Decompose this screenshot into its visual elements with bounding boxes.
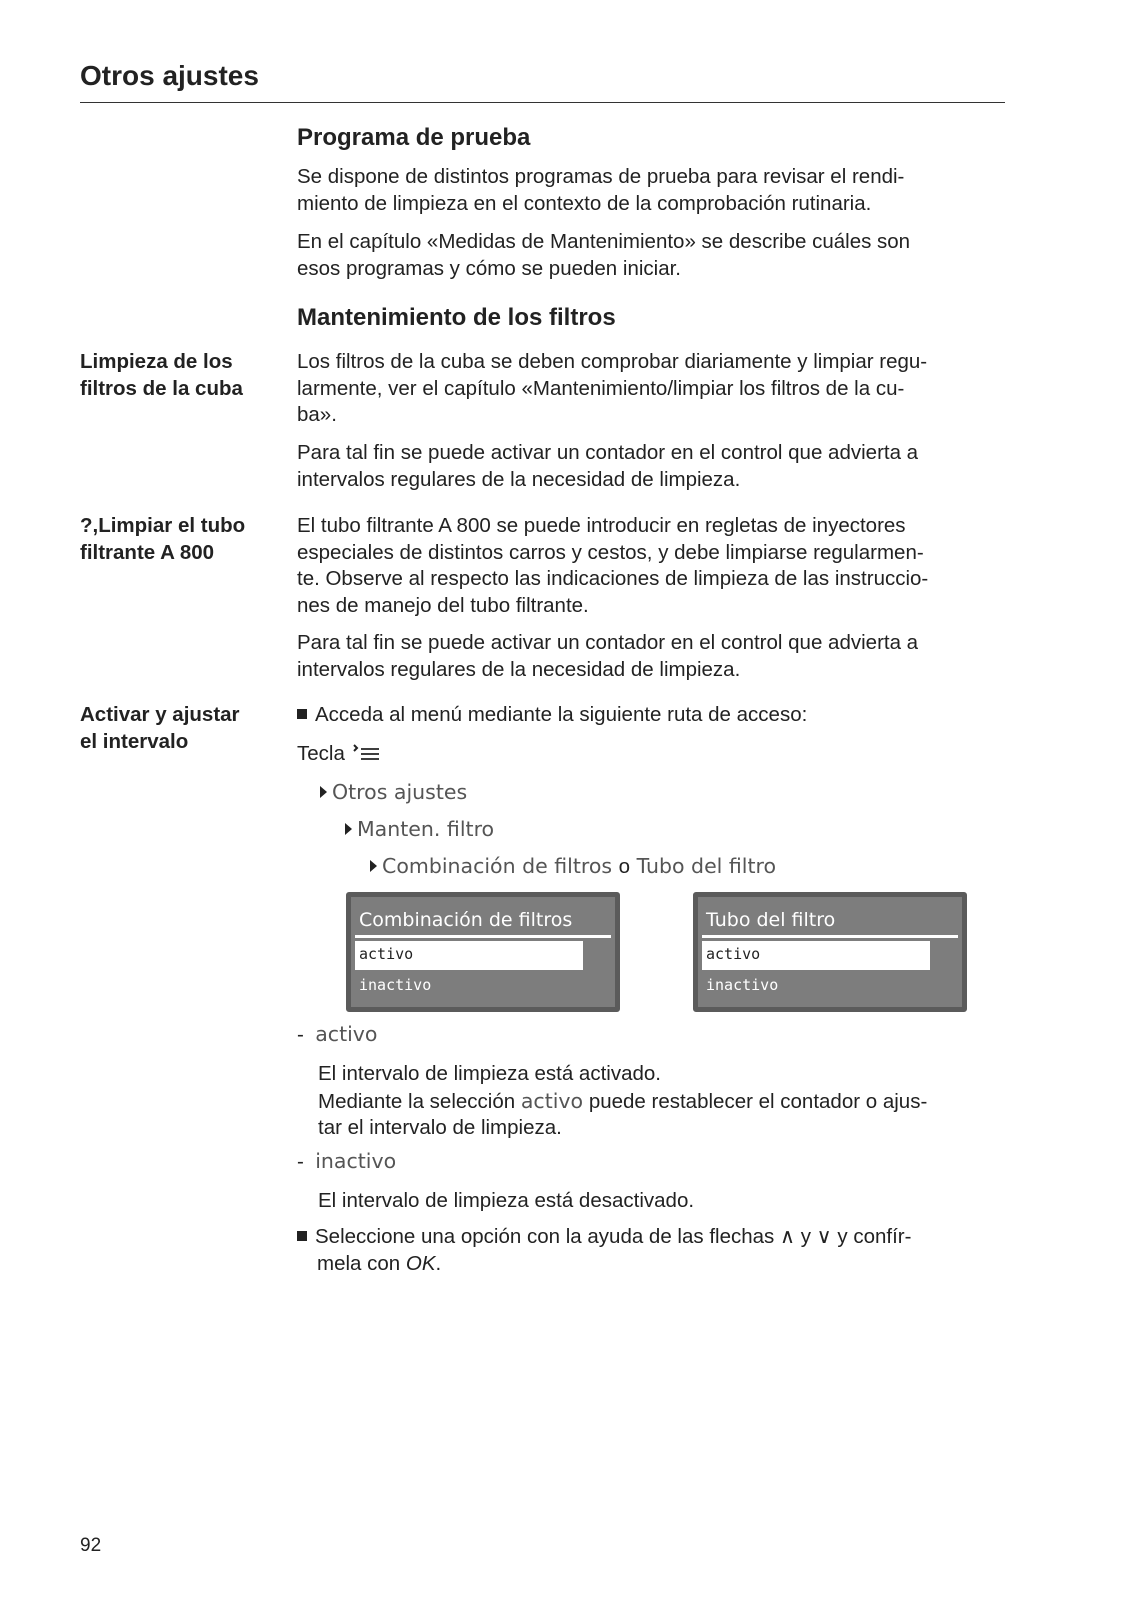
side-heading-filter-tube (80, 513, 280, 566)
step-bullet-1 (297, 702, 1017, 729)
side-line: ?,Limpiar el tubo (80, 514, 246, 537)
dash: - (297, 1023, 304, 1046)
text-line: te. Observe al respecto las indicaciones de limpieza de las instruccio- (297, 567, 929, 590)
side-heading-tank-filters (80, 349, 280, 402)
side-line: filtros de la cuba (80, 376, 243, 400)
text-line: Para tal fin se puede activar un contador en el control que advierta a (297, 631, 919, 654)
text-line: El tubo filtrante A 800 se puede introducir en regletas de inyectores (297, 514, 906, 537)
text-line: Para tal fin se puede activar un contador en el control que advierta a (297, 441, 919, 464)
option-activo-description (318, 1061, 1018, 1142)
text-line: tar el intervalo de limpieza. (318, 1116, 562, 1139)
display-filter-tube (693, 892, 967, 1012)
tank-filters-paragraph-2 (297, 440, 1017, 493)
text-line: intervalos regulares de la necesidad de limpieza. (297, 657, 741, 681)
text-line (318, 1088, 1018, 1116)
text-span: y confír- (837, 1225, 912, 1248)
display-option-label: activo (359, 945, 414, 963)
menu-path-3 (370, 854, 776, 879)
display-filter-combination (346, 892, 620, 1012)
key-line (297, 741, 1017, 771)
text-line: El intervalo de limpieza está activado. (318, 1062, 661, 1085)
text-span: y (800, 1225, 811, 1248)
key-label: Tecla (297, 742, 345, 765)
display-option-label: activo (706, 945, 761, 963)
text-span: . (435, 1251, 442, 1275)
text-line: Se dispone de distintos programas de prueba para revisar el rendi- (297, 165, 905, 188)
option-label: inactivo (315, 1149, 397, 1173)
text-line: ba». (297, 403, 337, 426)
bullet-text: Acceda al menú mediante la siguiente ruta de acceso: (315, 703, 808, 726)
text-line: En el capítulo «Medidas de Mantenimiento» se describe cuáles son (297, 230, 911, 253)
filter-tube-paragraph-2 (297, 630, 1017, 683)
display-option-selected[interactable] (355, 941, 583, 970)
menu-path-text: Tubo del filtro (636, 854, 777, 878)
dash: - (297, 1150, 304, 1173)
triangle-right-icon (345, 823, 352, 835)
section-title-filter-maintenance: Mantenimiento de los filtros (297, 304, 616, 331)
bullet-square-icon (297, 1231, 307, 1241)
triangle-right-icon (370, 860, 377, 872)
text-span: Seleccione una opción con la ayuda de las flechas (315, 1225, 775, 1248)
menu-path-text: Otros ajustes (332, 780, 468, 804)
header-rule (80, 102, 1005, 103)
display-title: Combinación de filtros (359, 909, 573, 931)
text-span: Mediante la selección (318, 1089, 516, 1113)
option-inline: activo (520, 1088, 584, 1113)
text-line: Los filtros de la cuba se deben comprobar diariamente y limpiar regu- (297, 350, 928, 373)
display-divider (355, 935, 611, 938)
option-label: activo (315, 1022, 378, 1046)
text-line: larmente, ver el capítulo «Mantenimiento/limpiar los filtros de la cu- (297, 376, 905, 400)
menu-key-icon (351, 743, 381, 771)
side-line: Activar y ajustar (80, 703, 240, 726)
menu-path-text: Manten. filtro (357, 817, 495, 841)
ok-key-label: OK (405, 1251, 436, 1275)
display-option[interactable]: inactivo (706, 976, 779, 994)
text-line: intervalos regulares de la necesidad de limpieza. (297, 467, 741, 491)
text-line: nes de manejo del tubo filtrante. (297, 593, 589, 617)
triangle-right-icon (320, 786, 327, 798)
side-heading-activate-interval (80, 702, 280, 755)
arrow-up-icon: ∧ (780, 1225, 796, 1248)
display-title: Tubo del filtro (706, 909, 836, 931)
side-line: filtrante A 800 (80, 540, 215, 564)
bullet-square-icon (297, 709, 307, 719)
text-line: El intervalo de limpieza está desactivado. (318, 1189, 695, 1212)
filter-tube-paragraph-1 (297, 513, 1017, 619)
arrow-down-icon: ∨ (816, 1225, 832, 1248)
page-number: 92 (80, 1535, 102, 1556)
step-bullet-2 (297, 1224, 1017, 1277)
text-span: puede restablecer el contador o ajus- (588, 1089, 928, 1113)
menu-path-text: Combinación de filtros (382, 854, 613, 878)
display-option[interactable]: inactivo (359, 976, 432, 994)
text-line: miento de limpieza en el contexto de la comprobación rutinaria. (297, 191, 872, 215)
side-line: Limpieza de los (80, 350, 233, 373)
menu-path-or: o (618, 855, 631, 878)
display-divider (702, 935, 958, 938)
test-program-paragraph-1 (297, 164, 1017, 217)
menu-path-1 (320, 780, 467, 804)
section-title-test-program: Programa de prueba (297, 124, 531, 151)
text-line: especiales de distintos carros y cestos, y debe limpiarse regularmen- (297, 540, 924, 564)
option-inactivo-description (318, 1188, 1018, 1215)
text-span: mela con (317, 1251, 401, 1275)
option-activo (297, 1021, 1017, 1049)
menu-path-2 (345, 817, 494, 841)
test-program-paragraph-2 (297, 229, 1017, 282)
text-line: esos programas y cómo se pueden iniciar. (297, 256, 682, 280)
side-line: el intervalo (80, 729, 189, 753)
page-title: Otros ajustes (80, 60, 259, 91)
display-option-selected[interactable] (702, 941, 930, 970)
option-inactivo (297, 1148, 1017, 1176)
tank-filters-paragraph-1 (297, 349, 1017, 429)
